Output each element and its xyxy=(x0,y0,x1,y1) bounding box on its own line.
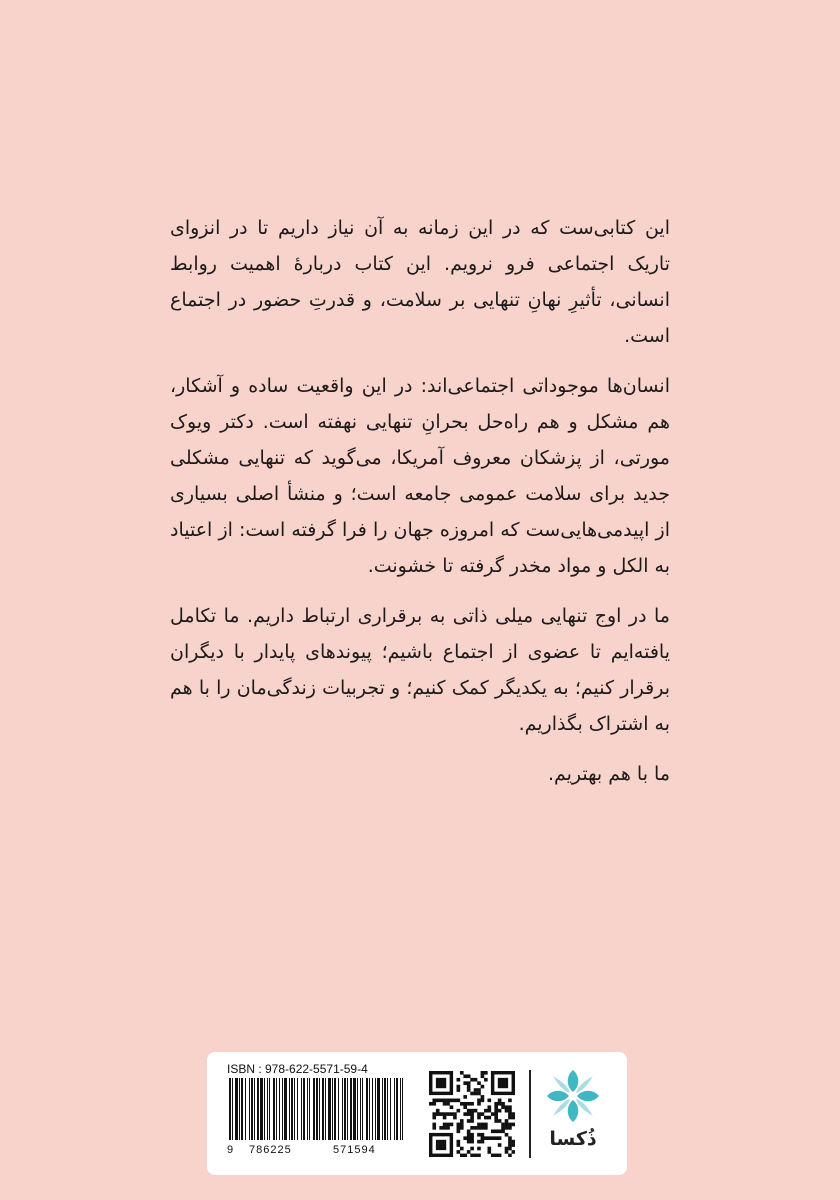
paragraph-1: این کتابی‌ست که در این زمانه به آن نیاز داریم تا در انزوای تاریک اجتماعی فرو نرویم. این کتاب دربارهٔ اهمیت روابط انسانی، تأثیرِ نهانِ تنهایی بر سلامت، و قدرتِ حضور در اجتماع است. xyxy=(170,217,670,347)
footer-panel xyxy=(207,1052,627,1175)
barcode-left-digit: 9 xyxy=(227,1144,234,1156)
barcode-icon xyxy=(227,1078,407,1142)
barcode-digits-1: 786225 xyxy=(249,1144,292,1156)
isbn-label: ISBN : 978-622-5571-59-4 xyxy=(227,1062,368,1076)
paragraph-4: ما با هم بهتریم. xyxy=(547,763,670,785)
qr-code-icon xyxy=(429,1071,515,1157)
paragraph-2: انسان‌ها موجوداتی اجتماعی‌اند: در این واقعیت ساده و آشکار، هم مشکل و هم راه‌حل بحرانِ تنهایی نهفته است. دکتر ویوک مورتی، از پزشکان معروف آمریکا، می‌گوید که تنهایی مشکلی جدید برای سلامت عمومی جامعه است؛ و منشأ اصلی بسیاری از اپیدمی‌هایی‌ست که امروزه جهان را فرا گرفته است: از اعتیاد به الکل و مواد مخدر گرفته تا خشونت. xyxy=(170,375,670,577)
publisher-logo-icon xyxy=(543,1066,603,1126)
back-cover-text xyxy=(170,210,670,806)
barcode-digits-2: 571594 xyxy=(333,1144,376,1156)
divider xyxy=(529,1070,531,1158)
paragraph-3: ما در اوج تنهایی میلی ذاتی به برقراری ارتباط داریم. ما تکامل یافته‌ایم تا عضوی از اجتماع باشیم؛ پیوندهای پایدار با دیگران برقرار کنیم؛ به یکدیگر کمک کنیم؛ و تجربیات زندگی‌مان را با هم به اشتراک بگذاریم. xyxy=(170,605,670,735)
publisher-name: ذُکسا xyxy=(549,1128,597,1150)
